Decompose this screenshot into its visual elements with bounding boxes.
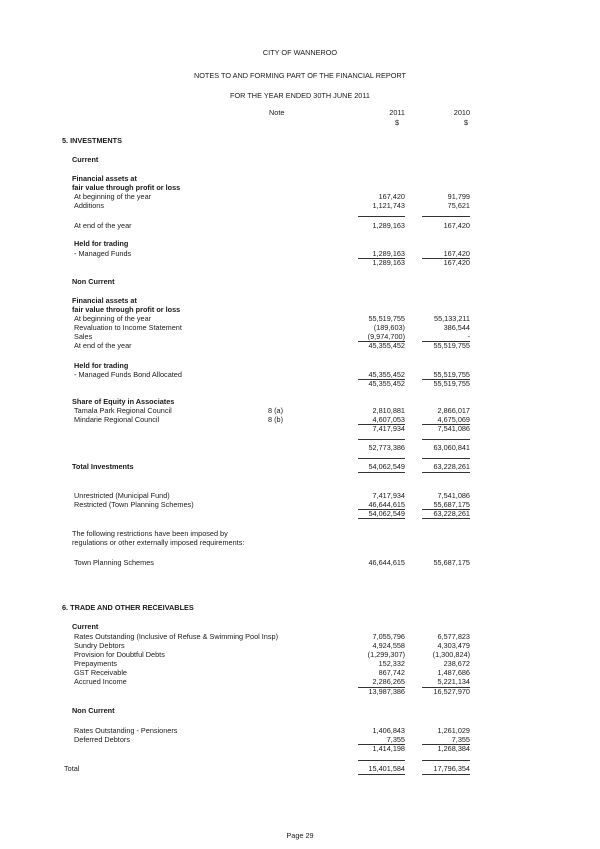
noncurrent-subheading: Non Current: [72, 277, 115, 286]
revaluation-2011: (189,603): [373, 323, 405, 332]
provision-label: Provision for Doubtful Debts: [74, 650, 165, 659]
nc-fa-subtitle: fair value through profit or loss: [72, 305, 181, 314]
nc-begin-2011: 55,519,755: [368, 314, 405, 323]
pensioners-2010: 1,261,029: [437, 726, 470, 735]
additions-2011: 1,121,743: [372, 201, 405, 210]
nc-hft-subheading: Held for trading: [74, 361, 129, 370]
gst-2010: 1,487,686: [437, 668, 470, 677]
sundry-2010: 4,303,479: [437, 641, 470, 650]
rates-label: Rates Outstanding (Inclusive of Refuse & Swimming Pool Insp): [74, 632, 278, 641]
rule: [358, 774, 405, 775]
tamala-2010: 2,866,017: [437, 406, 470, 415]
org-title: CITY OF WANNEROO: [262, 48, 338, 57]
end-2011: 1,289,163: [372, 221, 405, 230]
fa-title: Financial assets at: [72, 174, 137, 183]
rule: [422, 439, 470, 440]
tamala-note: 8 (a): [268, 406, 284, 415]
begin-2010: 91,799: [447, 192, 470, 201]
pensioners-2011: 1,406,843: [372, 726, 405, 735]
prepayments-label: Prepayments: [74, 659, 117, 668]
subtotal-2011: 52,773,386: [368, 443, 405, 452]
bond-total-2010: 55,519,755: [433, 379, 470, 388]
nc-end-2010: 55,519,755: [433, 341, 470, 350]
total-investments-2011: 54,062,549: [368, 462, 405, 471]
subtotal-2010: 63,060,841: [433, 443, 470, 452]
report-title: NOTES TO AND FORMING PART OF THE FINANCIAL REPORT: [193, 71, 407, 80]
sundry-2011: 4,924,558: [372, 641, 405, 650]
sundry-label: Sundry Debtors: [74, 641, 125, 650]
pensioners-label: Rates Outstanding - Pensioners: [74, 726, 178, 735]
rec-current-total-2010: 16,527,970: [433, 687, 470, 696]
tamala-label: Tamala Park Regional Council: [74, 406, 172, 415]
rec-nc-total-2010: 1,268,384: [437, 744, 470, 753]
year-2010-header: 2010: [453, 108, 470, 117]
town-planning-2011: 46,644,615: [368, 558, 405, 567]
fa-subtitle: fair value through profit or loss: [72, 183, 181, 192]
gst-label: GST Receivable: [74, 668, 127, 677]
managed-label: - Managed Funds: [74, 249, 132, 258]
nc-end-2011: 45,355,452: [368, 341, 405, 350]
unrestricted-2010: 7,541,086: [437, 491, 470, 500]
rec-nc-total-2011: 1,414,198: [372, 744, 405, 753]
managed-total-2011: 1,289,163: [372, 258, 405, 267]
rule: [422, 518, 470, 519]
rec-current-subheading: Current: [72, 622, 99, 631]
rule: [358, 472, 405, 473]
bond-label: - Managed Funds Bond Allocated: [74, 370, 182, 379]
rec-total-2011: 15,401,584: [368, 764, 405, 773]
rule: [422, 774, 470, 775]
end-2010: 167,420: [443, 221, 470, 230]
rule: [422, 458, 470, 459]
gst-2011: 867,742: [378, 668, 405, 677]
revaluation-label: Revaluation to Income Statement: [74, 323, 182, 332]
begin-2011: 167,420: [378, 192, 405, 201]
deferred-2010: 7,355: [451, 735, 470, 744]
nc-begin-label: At beginning of the year: [74, 314, 152, 323]
rates-2011: 7,055,796: [372, 632, 405, 641]
rates-2010: 6,577,823: [437, 632, 470, 641]
unrestricted-2011: 7,417,934: [372, 491, 405, 500]
mindarie-label: Mindarie Regional Council: [74, 415, 160, 424]
rule: [422, 760, 470, 761]
rule: [422, 216, 470, 217]
accrued-2011: 2,286,265: [372, 677, 405, 686]
mindarie-2011: 4,607,053: [372, 415, 405, 424]
revaluation-2010: 386,544: [443, 323, 470, 332]
restricted-2010: 55,687,175: [433, 500, 470, 509]
town-planning-label: Town Planning Schemes: [74, 558, 154, 567]
prepayments-2011: 152,332: [378, 659, 405, 668]
end-label: At end of the year: [74, 221, 132, 230]
unit-2011: $: [395, 118, 400, 127]
receivables-heading: 6. TRADE AND OTHER RECEIVABLES: [62, 603, 194, 612]
unrestricted-label: Unrestricted (Municipal Fund): [74, 491, 170, 500]
accrued-label: Accrued Income: [74, 677, 127, 686]
rec-current-total-2011: 13,987,386: [368, 687, 405, 696]
bond-2011: 45,355,452: [368, 370, 405, 379]
rec-noncurrent-subheading: Non Current: [72, 706, 115, 715]
equity-total-2011: 7,417,934: [372, 424, 405, 433]
note-column-header: Note: [269, 108, 285, 117]
page-number: Page 29: [286, 831, 314, 840]
restriction-text-2: regulations or other externally imposed requirements:: [72, 538, 245, 547]
mindarie-note: 8 (b): [268, 415, 284, 424]
rule: [358, 216, 405, 217]
equity-title: Share of Equity in Associates: [72, 397, 175, 406]
accrued-2010: 5,221,134: [437, 677, 470, 686]
nc-fa-title: Financial assets at: [72, 296, 137, 305]
rule: [358, 760, 405, 761]
town-planning-2010: 55,687,175: [433, 558, 470, 567]
year-2011-header: 2011: [389, 108, 405, 117]
rule: [422, 472, 470, 473]
provision-2010: (1,300,824): [432, 650, 470, 659]
begin-label: At beginning of the year: [74, 192, 152, 201]
rec-total-2010: 17,796,354: [433, 764, 470, 773]
sales-2010: -: [467, 332, 470, 341]
additions-2010: 75,621: [447, 201, 470, 210]
rec-total-label: Total: [64, 764, 80, 773]
nc-begin-2010: 55,133,211: [434, 314, 470, 323]
bond-2010: 55,519,755: [433, 370, 470, 379]
nc-end-label: At end of the year: [74, 341, 132, 350]
total-investments-2010: 63,228,261: [433, 462, 470, 471]
additions-label: Additions: [74, 201, 105, 210]
provision-2011: (1,299,307): [367, 650, 405, 659]
restricted-2011: 46,644,615: [368, 500, 405, 509]
restricted-label: Restricted (Town Planning Schemes): [74, 500, 194, 509]
managed-2011: 1,289,163: [372, 249, 405, 258]
hft-subheading: Held for trading: [74, 239, 129, 248]
investments-heading: 5. INVESTMENTS: [62, 136, 123, 145]
period-title: FOR THE YEAR ENDED 30TH JUNE 2011: [230, 91, 370, 100]
mindarie-2010: 4,675,069: [437, 415, 470, 424]
unit-2010: $: [464, 118, 469, 127]
split-total-2010: 63,228,261: [433, 509, 470, 518]
sales-2011: (9,974,700): [367, 332, 405, 341]
sales-label: Sales: [74, 332, 93, 341]
current-subheading: Current: [72, 155, 99, 164]
managed-2010: 167,420: [443, 249, 470, 258]
rule: [358, 458, 405, 459]
restriction-text-1: The following restrictions have been imposed by: [72, 529, 228, 538]
rule: [358, 518, 405, 519]
bond-total-2011: 45,355,452: [368, 379, 405, 388]
rule: [358, 439, 405, 440]
equity-total-2010: 7,541,086: [437, 424, 470, 433]
prepayments-2010: 238,672: [443, 659, 470, 668]
deferred-label: Deferred Debtors: [74, 735, 130, 744]
split-total-2011: 54,062,549: [368, 509, 405, 518]
total-investments-label: Total Investments: [72, 462, 134, 471]
deferred-2011: 7,355: [386, 735, 405, 744]
tamala-2011: 2,810,881: [372, 406, 405, 415]
managed-total-2010: 167,420: [443, 258, 470, 267]
